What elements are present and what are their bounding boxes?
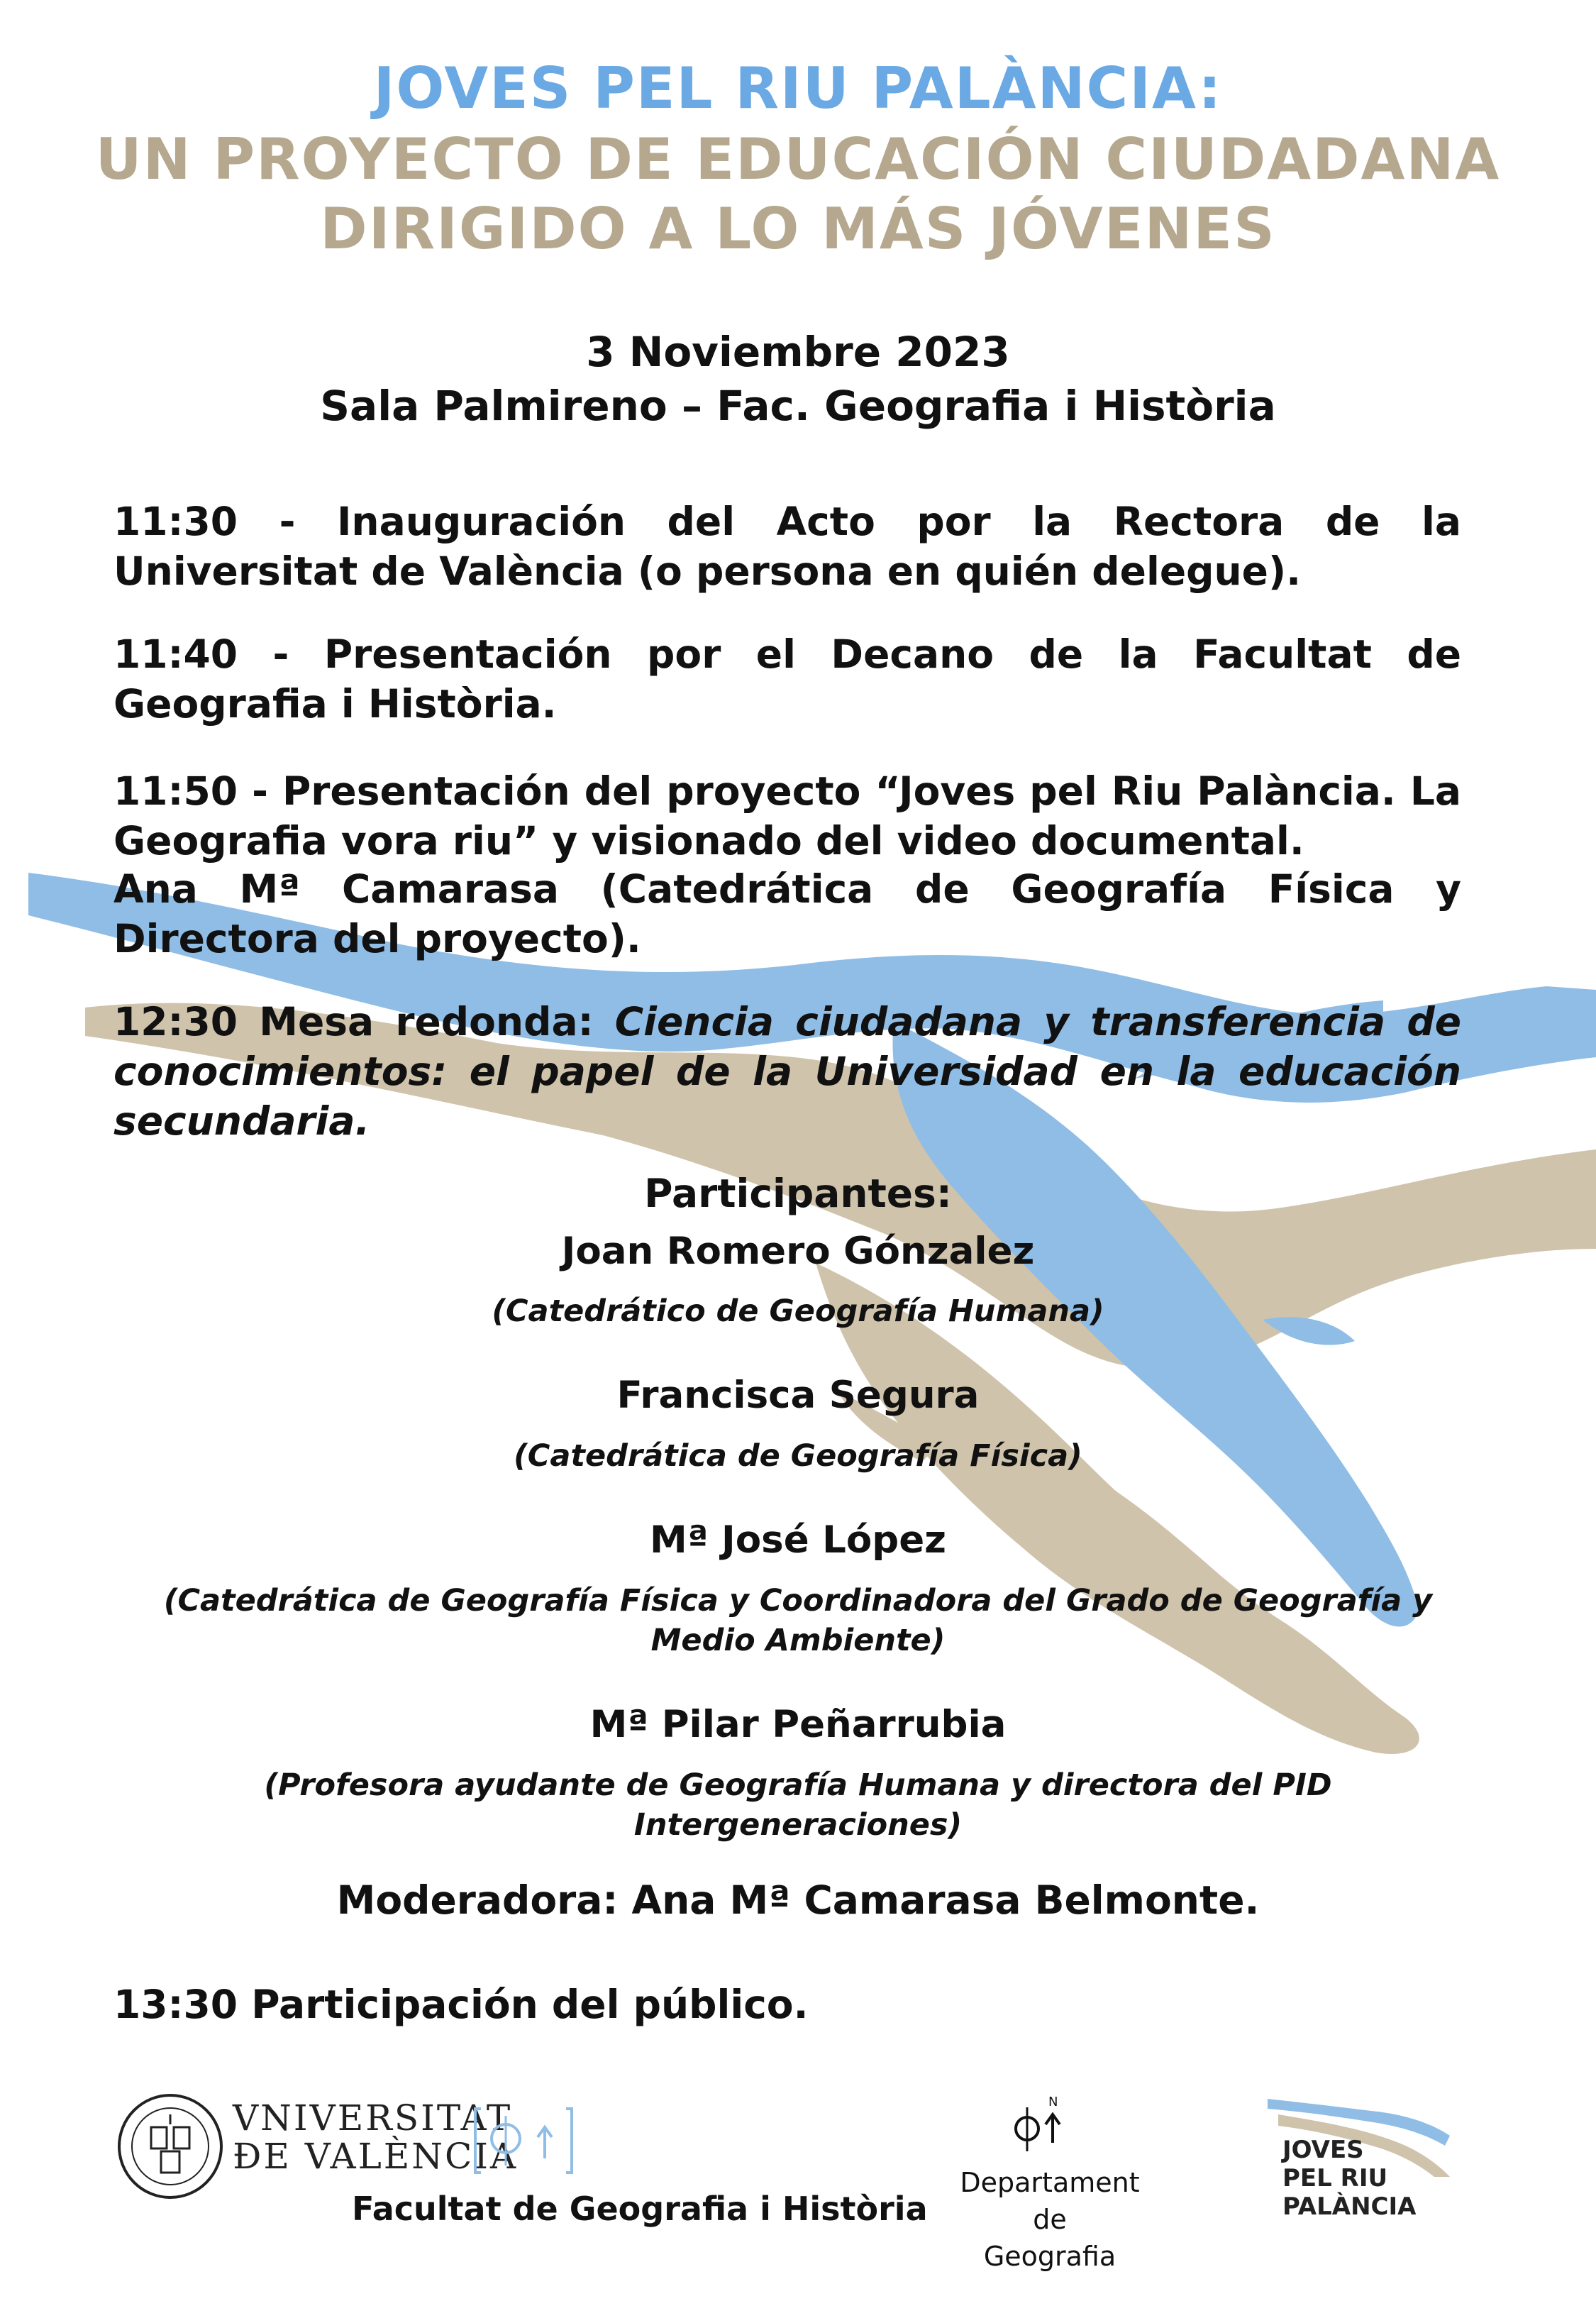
moderator: Moderadora: Ana Mª Camarasa Belmonte. [336, 1877, 1260, 1923]
program-item-1140: 11:40 - Presentación por el Decano de la Facultat de Geografia i Història. [113, 631, 1461, 727]
program-item-1330: 13:30 Participación del público. [113, 1982, 809, 2027]
university-name-line-1: VNIVERSITAT [233, 2097, 513, 2139]
participant-name: Francisca Segura [616, 1374, 980, 1417]
department-icon [1010, 2093, 1067, 2158]
program-item-1230 [113, 997, 1461, 1146]
faculty-name: Facultat de Geografia i Història [352, 2190, 928, 2228]
university-seal-logo [117, 2093, 223, 2200]
department-name-line-1: Departament de [960, 2167, 1140, 2235]
participant-role: (Profesora ayudante de Geografía Humana y directora del PID Intergeneraciones) [264, 1767, 1332, 1843]
program-item-1150-presenter: Ana Mª Camarasa (Catedrática de Geografía Física y Directora del proyecto). [113, 866, 1461, 961]
participant-role: (Catedrática de Geografía Física) [514, 1438, 1082, 1474]
participant-name: Mª Pilar Peñarrubia [589, 1703, 1007, 1746]
faculty-icon [474, 2102, 573, 2180]
title-line-3: DIRIGIDO A LO MÁS JÓVENES [320, 196, 1276, 262]
department-name [943, 2164, 1156, 2275]
event-date: 3 Noviembre 2023 [586, 328, 1010, 376]
roundtable-topic: Ciencia ciudadana y transferencia de conocimientos: el papel de la Universidad en la educación secundaria. [113, 999, 1461, 1144]
project-logo-line-3: PALÀNCIA [1282, 2192, 1417, 2221]
program-item-1130: 11:30 - Inauguración del Acto por la Rectora de la Universitat de València (o persona en quién delegue). [113, 499, 1461, 594]
participant-role: (Catedrática de Geografía Física y Coordinadora del Grado de Geografía y Medio Ambiente) [163, 1583, 1433, 1658]
participant-role: (Catedrático de Geografía Humana) [492, 1293, 1104, 1329]
roundtable-time: 12:30 Mesa redonda: [113, 999, 615, 1044]
project-logo-text [1282, 2136, 1416, 2221]
project-logo-line-2: PEL RIU [1282, 2164, 1388, 2192]
svg-text:N: N [1048, 2095, 1058, 2109]
title-line-1: JOVES PEL RIU PALÀNCIA: [373, 55, 1223, 121]
participant-name: Joan Romero Gónzalez [561, 1230, 1035, 1273]
participant-name: Mª José López [649, 1518, 947, 1562]
university-name-line-2: ÐE VALÈNCIA [233, 2136, 519, 2177]
department-name-line-2: Geografia [983, 2241, 1116, 2272]
participants-header: Participantes: [644, 1171, 952, 1216]
project-logo-line-1: JOVES [1282, 2136, 1364, 2164]
program-item-1150: 11:50 - Presentación del proyecto “Joves pel Riu Palància. La Geografia vora riu” y visionado del video documental. [113, 768, 1461, 864]
event-venue: Sala Palmireno – Fac. Geografia i Història [320, 382, 1276, 430]
title-line-2: UN PROYECTO DE EDUCACIÓN CIUDADANA [95, 126, 1501, 192]
